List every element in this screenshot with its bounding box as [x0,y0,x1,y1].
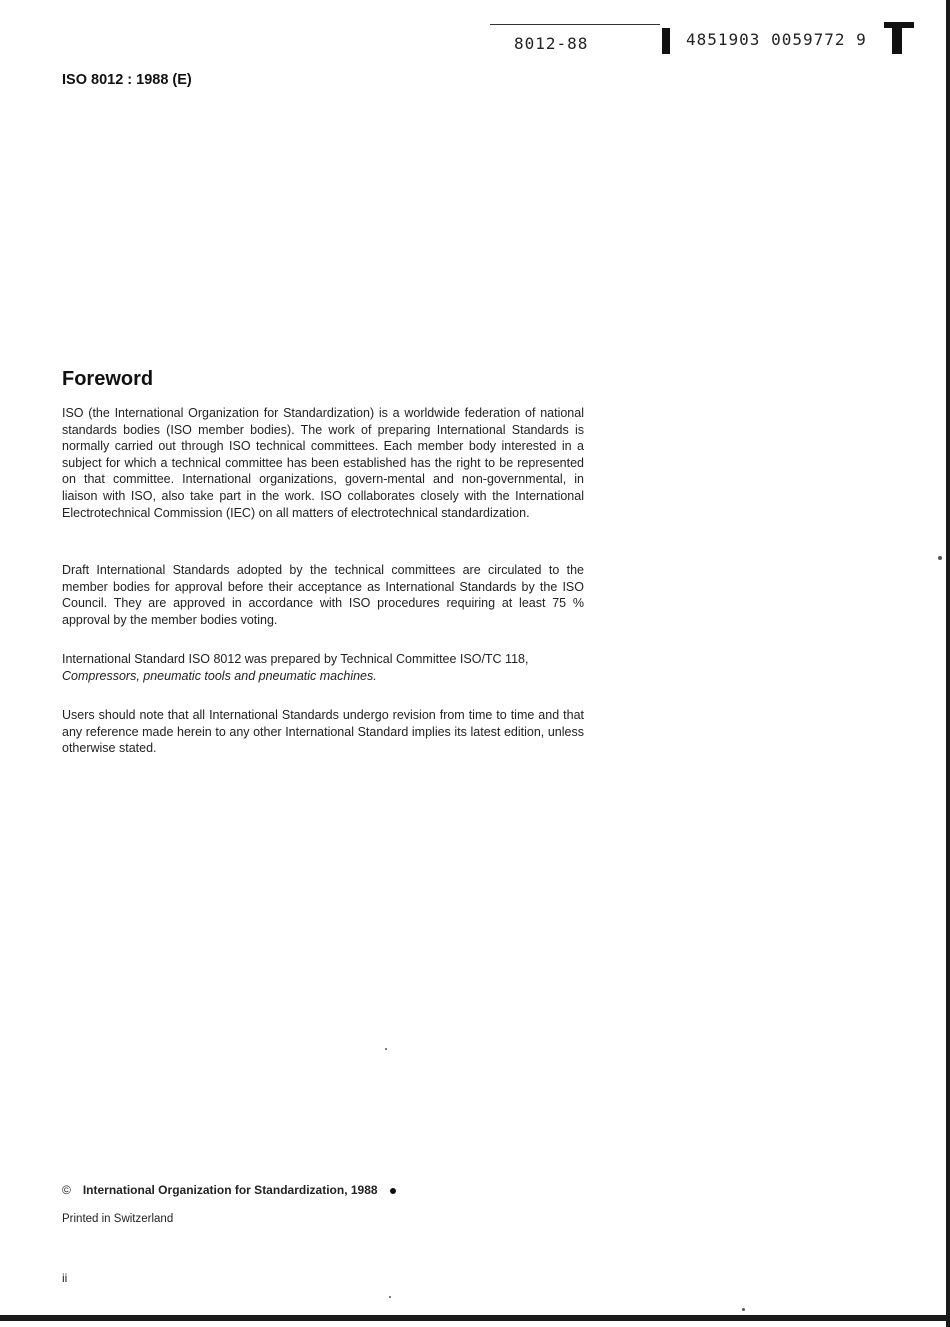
foreword-paragraph-1 [62,405,584,521]
document-reference: ISO 8012 : 1988 (E) [62,72,192,88]
scan-speck [938,556,942,560]
paragraph-text: ISO (the International Organization for Standardization) is a worldwide federation of national standards bodies (ISO member bodies). The work of preparing International Standards is normally carried out through ISO technical committees. Each member body interested in a subject for which a technical committee has been established has the right to be represented on that committee. International organizations, govern-mental and non-governmental, in liaison with ISO, also take part in the work. ISO collaborates closely with the International Electrotechnical Commission (IEC) on all matters of electrotechnical standardization. [62,406,584,520]
paragraph-text: Users should note that all International Standards undergo revision from time to time and that any reference made herein to any other International Standard implies its latest edition, unless otherwise stated. [62,708,584,756]
corner-registration-mark [884,22,914,52]
foreword-heading: Foreword [62,368,154,390]
paragraph-start: International Standard ISO 8012 was prepared by Technical Committee ISO/TC 118, [62,652,529,666]
scan-bottom-border [0,1315,950,1321]
committee-title: Compressors, pneumatic tools and pneumatic machines. [62,668,377,683]
paragraph-text: Draft International Standards adopted by the technical committees are circulated to the member bodies for approval before their acceptance as International Standards by the ISO Council. They are approved in accordance with ISO procedures requiring at least 75 % approval by the member bodies voting. [62,563,584,627]
page-number: ii [62,1271,68,1285]
foreword-paragraph-3 [62,651,584,684]
paragraph-text [62,651,584,684]
header-black-bar [662,28,670,54]
copyright-line [62,1183,396,1197]
header-barcode-number: 4851903 0059772 9 [686,30,867,49]
scan-speck [385,1048,387,1050]
scan-right-border [946,0,950,1327]
printed-location: Printed in Switzerland [62,1213,174,1225]
scan-speck [389,1296,391,1298]
bullet-dot-icon [390,1188,396,1194]
copyright-symbol: © [62,1183,71,1197]
header-rule [490,24,660,25]
copyright-text: International Organization for Standardization, 1988 [82,1183,378,1197]
foreword-paragraph-4 [62,707,584,757]
scan-speck [742,1308,745,1311]
header-code: 8012-88 [514,34,589,53]
foreword-paragraph-2 [62,562,584,628]
